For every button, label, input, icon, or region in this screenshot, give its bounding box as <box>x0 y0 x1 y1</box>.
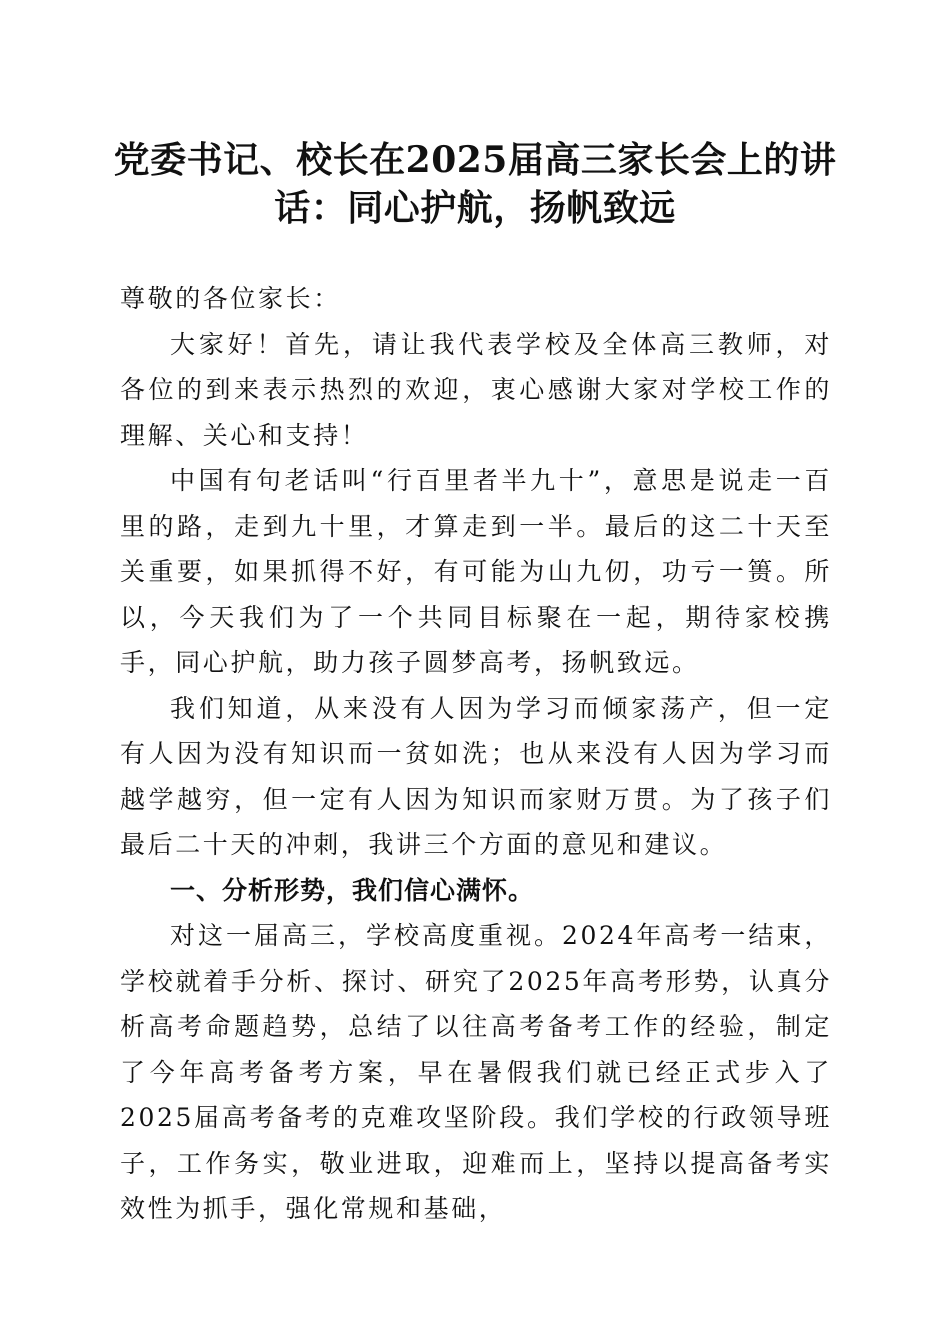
document-body <box>120 276 832 1232</box>
section-heading: 一、分析形势，我们信心满怀。 <box>170 875 535 905</box>
paragraph-welcome: 大家好！首先，请让我代表学校及全体高三教师，对各位的到来表示热烈的欢迎，衷心感谢大家对学校工作的理解、关心和支持！ <box>120 329 832 450</box>
paragraph-knowledge: 我们知道，从来没有人因为学习而倾家荡产，但一定有人因为没有知识而一贫如洗；也从来没有人因为学习而越学越穷，但一定有人因为知识而家财万贯。为了孩子们最后二十天的冲刺，我讲三个方面的意见和建议。 <box>120 693 832 859</box>
paragraph-proverb: 中国有句老话叫“行百里者半九十”，意思是说走一百里的路，走到九十里，才算走到一半。最后的这二十天至关重要，如果抓得不好，有可能为山九仞，功亏一篑。所以，今天我们为了一个共同目标聚在一起，期待家校携手，同心护航，助力孩子圆梦高考，扬帆致远。 <box>120 466 832 677</box>
document-title: 党委书记、校长在2025届高三家长会上的讲话：同心护航，扬帆致远 <box>113 139 837 229</box>
paragraph-analysis: 对这一届高三，学校高度重视。2024年高考一结束，学校就着手分析、探讨、研究了2025年高考形势，认真分析高考命题趋势，总结了以往高考备考工作的经验，制定了今年高考备考方案，早在暑假我们就已经正式步入了2025届高考备考的克难攻坚阶段。我们学校的行政领导班子，工作务实，敬业进取，迎难而上，坚持以提高备考实效性为抓手，强化常规和基础， <box>120 921 832 1223</box>
salutation: 尊敬的各位家长： <box>120 284 341 313</box>
